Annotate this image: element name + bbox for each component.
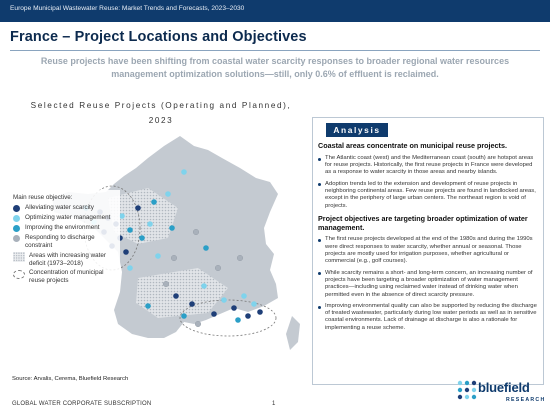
legend-swatch (13, 215, 20, 222)
legend-swatch (13, 225, 20, 232)
project-marker (181, 313, 187, 319)
legend-label: Areas with increasing water deficit (1973–2018) (29, 252, 106, 267)
analysis-body (318, 142, 540, 336)
corsica-land (286, 316, 300, 350)
bullet-marker (318, 239, 321, 242)
map-title: Selected Reuse Projects (Operating and Planned), 2023 (30, 101, 292, 125)
project-marker (151, 199, 157, 205)
page-subtitle: Reuse projects have been shifting from coastal water scarcity responses to broader regional water resources management optimization solutions—still, only 0.6% of effluent is reclaimed. (40, 56, 510, 79)
legend-item-scarcity (13, 204, 117, 212)
project-marker (123, 249, 129, 255)
project-marker (189, 301, 195, 307)
map-legend (10, 190, 120, 291)
project-marker (215, 265, 221, 271)
legend-item-environment (13, 224, 117, 232)
analysis-bullet (318, 236, 540, 265)
project-marker (231, 305, 237, 311)
project-marker (211, 311, 217, 317)
report-title: Europe Municipal Wastewater Reuse: Market Trends and Forecasts, 2023–2030 (10, 5, 245, 12)
analysis-bullet (318, 270, 540, 299)
legend-label: Alleviating water scarcity (25, 204, 94, 211)
legend-label: Improving the environment (25, 224, 100, 231)
logo-tagline: RESEARCH (506, 397, 546, 403)
legend-title: Main reuse objective: (13, 194, 73, 201)
project-marker (245, 313, 251, 319)
legend-item-deficit (13, 252, 117, 267)
project-marker (135, 205, 141, 211)
analysis-bullet (318, 155, 540, 177)
analysis-bullet (318, 181, 540, 210)
source-note: Source: Arvalis, Cerema, Bluefield Research (12, 376, 129, 382)
project-marker (127, 227, 133, 233)
project-marker (241, 293, 247, 299)
legend-swatch (13, 235, 20, 242)
logo-mark-icon (456, 379, 478, 405)
legend-ellipse-swatch (13, 270, 25, 279)
page-number: 1 (272, 401, 276, 407)
project-marker (169, 225, 175, 231)
legend-hatch-swatch (13, 252, 25, 262)
bullet-text: Improving environmental quality can also be supported by reducing the discharge of treated wastewater, particularly during low water periods as well as in sensitive coastal environments. Lack of drainage at discharge is also a rationale for implementing a reuse scheme. (325, 302, 537, 331)
legend-label: Responding to discharge constraint (25, 234, 95, 249)
project-marker (201, 283, 207, 289)
project-marker (163, 281, 169, 287)
top-banner (0, 0, 550, 22)
bullet-text: The first reuse projects developed at the end of the 1980s and during the 1990s were direct responses to water scarcity, whether annual or seasonal. Those projects are mostly used for irrigation purposes, whether agricultural or commercial (e.g., golf courses). (325, 236, 533, 265)
legend-item-discharge (13, 234, 117, 249)
footer-subscription: GLOBAL WATER CORPORATE SUBSCRIPTION (12, 401, 152, 407)
project-marker (127, 265, 133, 271)
project-marker (145, 303, 151, 309)
analysis-bullet (318, 303, 540, 332)
bullet-marker (318, 272, 321, 275)
project-marker (139, 235, 145, 241)
project-marker (171, 255, 177, 261)
project-marker (173, 293, 179, 299)
legend-item-optimizing (13, 214, 117, 222)
project-marker (203, 245, 209, 251)
project-marker (237, 255, 243, 261)
bullet-marker (318, 158, 321, 161)
project-marker (257, 309, 263, 315)
bullet-marker (318, 306, 321, 309)
legend-label: Concentration of municipal reuse projects (29, 269, 104, 284)
bullet-text: While scarcity remains a short- and long-term concern, an increasing number of projects have been targeting a broader optimization of water management practices—including using reclaimed water instead of drinking water when permitted even in the absence of direct scarcity pressure. (325, 269, 533, 298)
bullet-marker (318, 183, 321, 186)
project-marker (221, 297, 227, 303)
project-marker (235, 317, 241, 323)
project-marker (165, 191, 171, 197)
analysis-tab: Analysis (326, 123, 388, 137)
section-heading: Coastal areas concentrate on municipal reuse projects. (318, 141, 507, 150)
logo-wordmark: bluefield (478, 380, 530, 395)
project-marker (195, 321, 201, 327)
project-marker (181, 169, 187, 175)
project-marker (147, 221, 153, 227)
project-marker (193, 229, 199, 235)
legend-item-concentration (13, 269, 117, 284)
bullet-text: The Atlantic coast (west) and the Mediterranean coast (south) are hotspot areas for reuse projects. Historically, the first reuse projects in France were developed as a response to water scarcity in those areas and nearby islands. (325, 154, 534, 176)
bluefield-logo (456, 378, 546, 410)
title-divider (10, 50, 540, 51)
project-marker (155, 253, 161, 259)
project-marker (119, 213, 125, 219)
legend-label: Optimizing water management (25, 214, 111, 221)
legend-swatch (13, 205, 20, 212)
section-heading: Project objectives are targeting broader optimization of water management. (318, 213, 528, 232)
page-title: France – Project Locations and Objectives (10, 29, 307, 45)
bullet-text: Adoption trends led to the extension and development of reuse projects in neighboring continental areas. Few reuse projects are found in landlocked areas, except in the periphery of large urban centers. The northeast region is void of projects. (325, 180, 536, 209)
project-marker (251, 301, 257, 307)
